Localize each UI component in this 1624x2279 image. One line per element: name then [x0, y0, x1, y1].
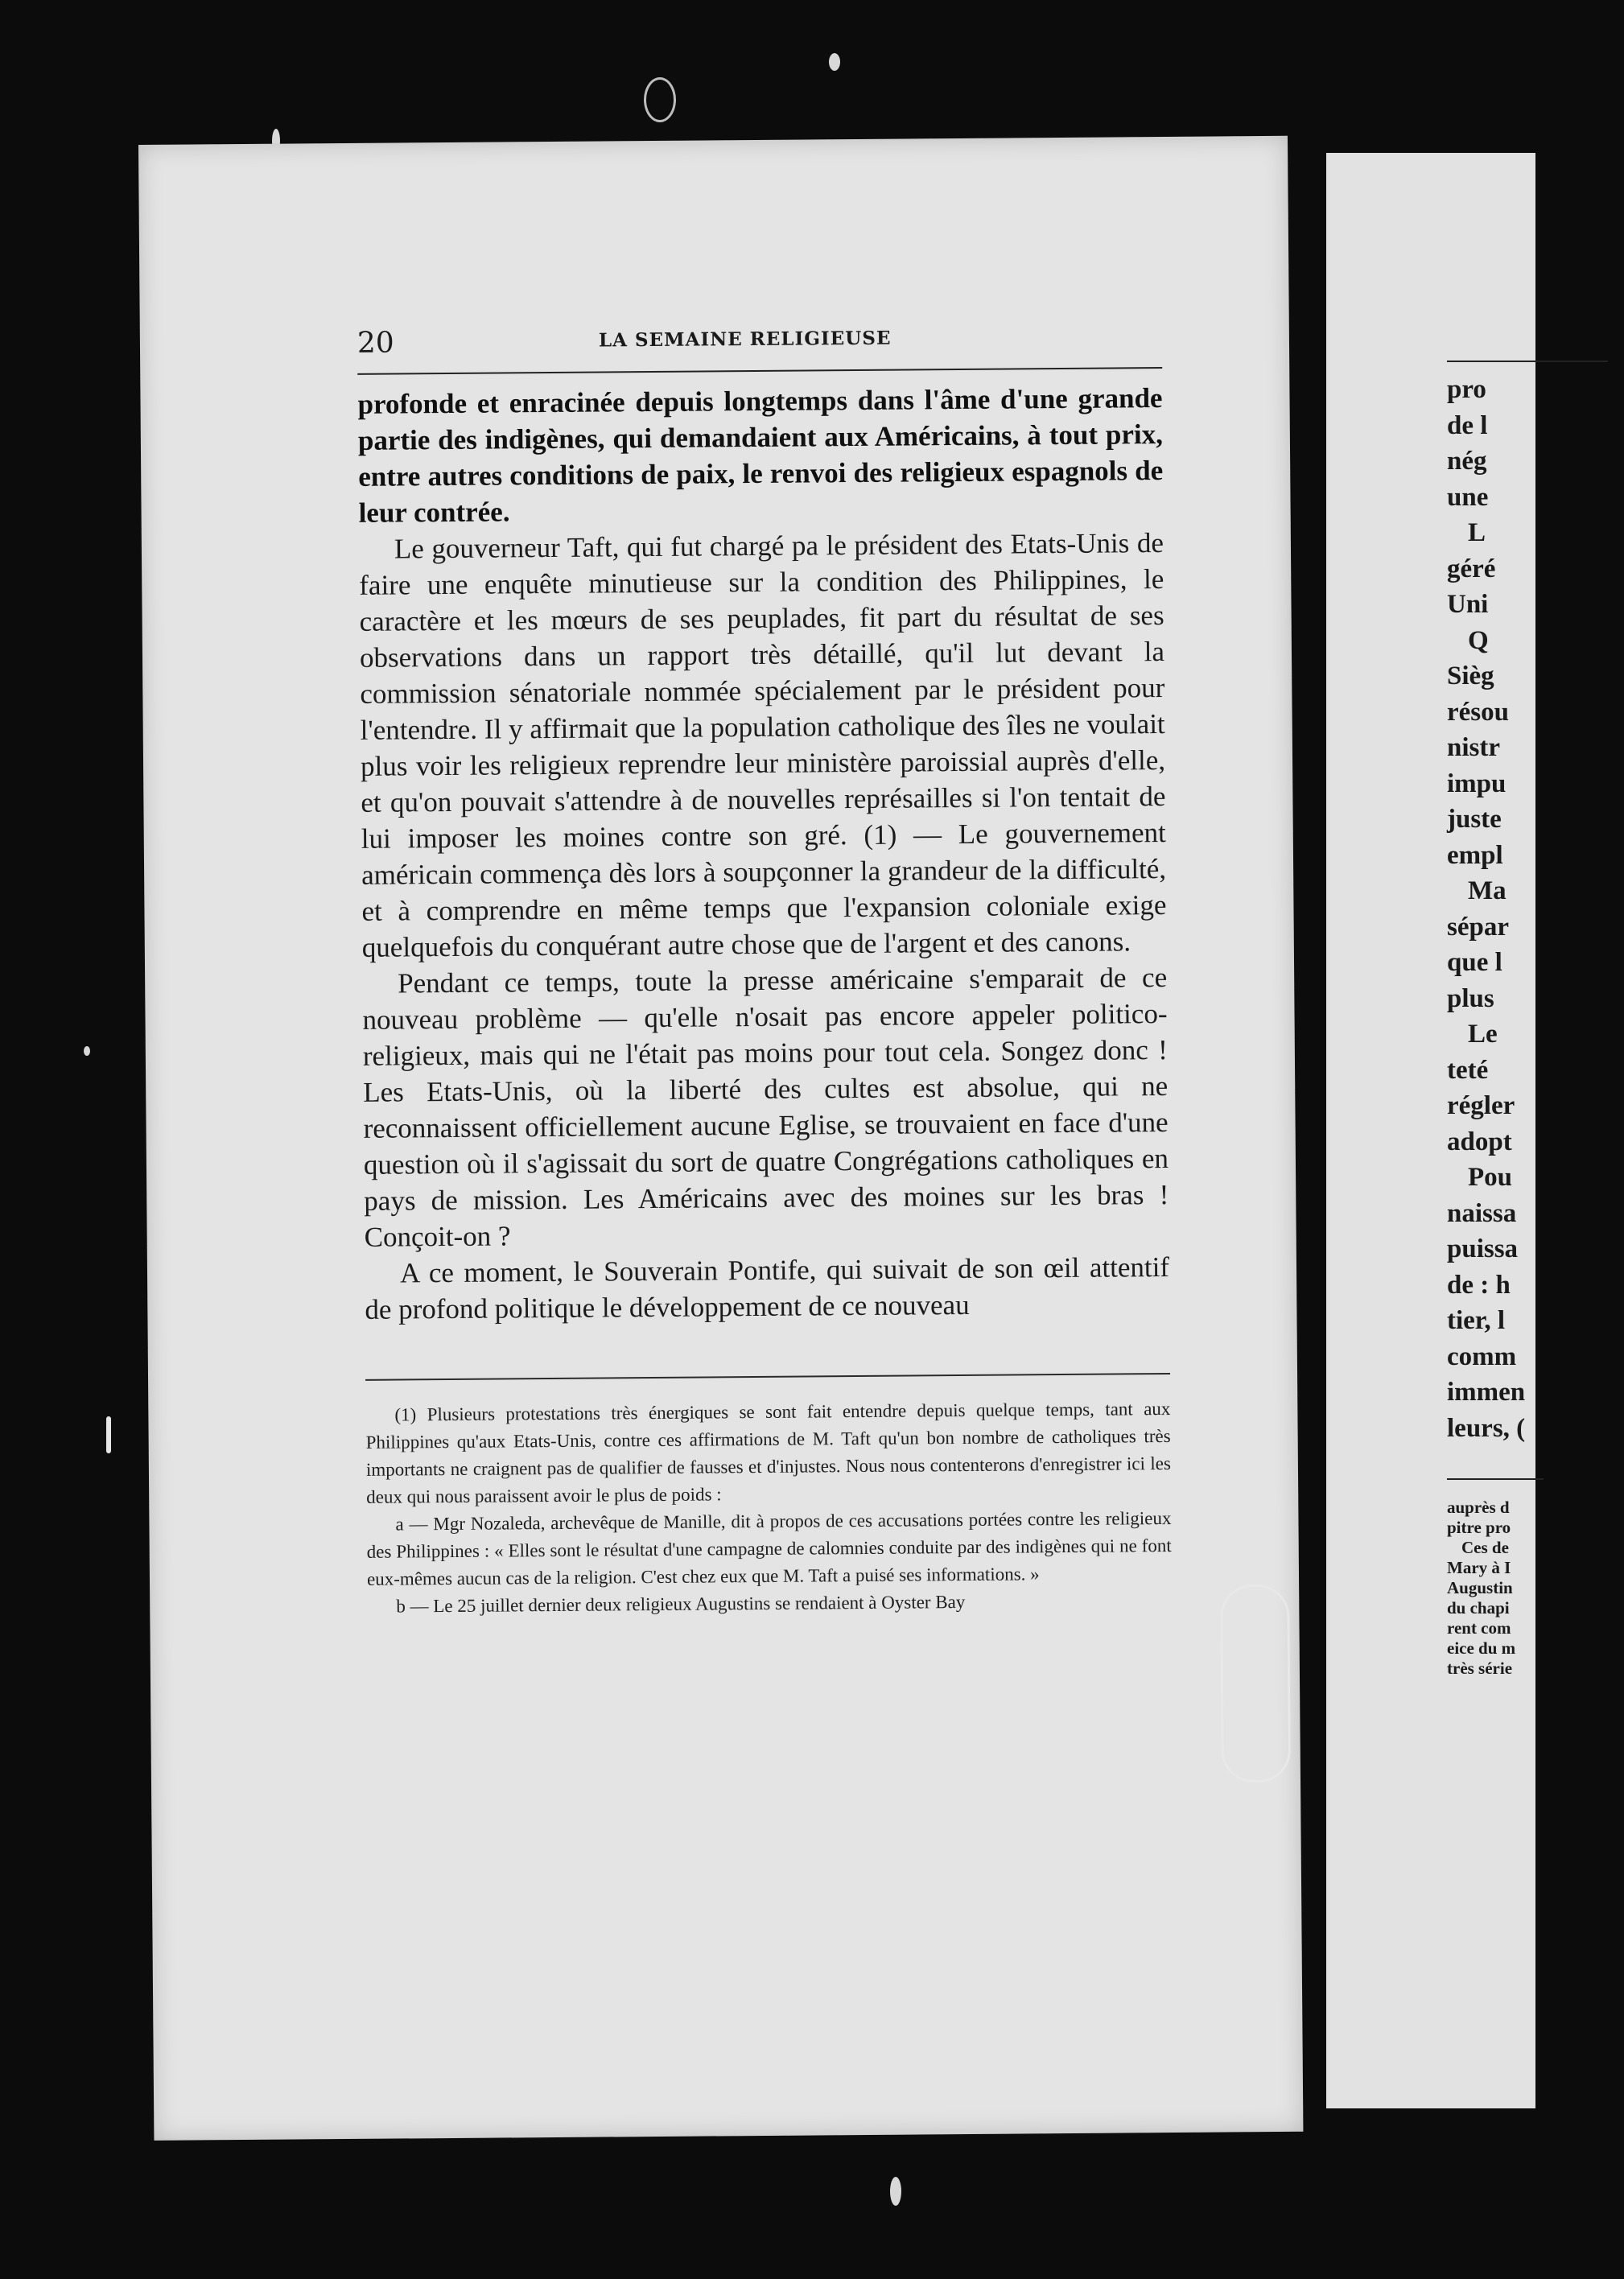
dust-speck	[106, 1416, 111, 1453]
footnotes	[365, 1395, 1172, 1621]
facing-line: tier, l	[1447, 1306, 1506, 1335]
facing-footnote-line: Ces de	[1461, 1538, 1509, 1557]
page-content	[357, 320, 1173, 1621]
facing-footnote-line: Mary à I	[1447, 1558, 1511, 1577]
body-text	[357, 380, 1169, 1328]
facing-line: adopt	[1447, 1127, 1512, 1156]
facing-page	[1326, 153, 1535, 2108]
paragraph: Le gouverneur Taft, qui fut chargé pa le président des Etats-Unis de faire une enquête minutieuse sur la condition des Philippines, le caractère et les mœurs de ses peuplades, fit part du résultat de ses observations dans un rapport très détaillé, qu'il lut devant la commission sénatoriale nommée spécialement par le président pour l'entendre. Il y affirmait que la population catholique des îles ne voulait plus voir les religieux reprendre leur ministère paroissial auprès d'elle, et qu'on pouvait s'attendre à de nouvelles représailles si l'on tentait de lui imposer les moines contre son gré. (1) — Le gouvernement américain commença dès lors à soupçonner la grandeur de la difficulté, et à comprendre en même temps que l'expansion coloniale exige quelquefois du conquérant autre chose que de l'argent et des canons.	[359, 527, 1167, 963]
dust-speck	[890, 2177, 901, 2206]
facing-line: plus	[1447, 983, 1494, 1013]
footnote: b — Le 25 juillet dernier deux religieux Augustins se rendaient à Oyster Bay	[396, 1591, 966, 1617]
facing-line: nég	[1447, 447, 1487, 476]
paragraph: A ce moment, le Souverain Pontife, qui suivait de son œil attentif de profond politique le développement de ce nouveau	[365, 1251, 1170, 1325]
facing-line: naissa	[1447, 1198, 1517, 1228]
facing-line: Ma	[1468, 876, 1507, 905]
facing-line: Pou	[1468, 1163, 1513, 1192]
facing-line: teté	[1447, 1055, 1489, 1085]
running-head	[357, 320, 1162, 367]
dust-speck	[84, 1046, 90, 1056]
facing-line: juste	[1447, 805, 1502, 834]
facing-line: que l	[1447, 948, 1502, 977]
facing-line: géré	[1447, 554, 1496, 583]
book-page	[138, 136, 1303, 2141]
facing-line: nistr	[1447, 733, 1500, 762]
facing-footnote-line: eice du m	[1447, 1638, 1516, 1658]
facing-line: Uni	[1447, 590, 1489, 619]
facing-line: comm	[1447, 1341, 1517, 1371]
facing-line: immen	[1447, 1378, 1526, 1407]
running-title: LA SEMAINE RELIGIEUSE	[598, 327, 892, 352]
facing-line: Le	[1468, 1020, 1498, 1049]
footnote: (1) Plusieurs protestations très énergiques se sont fait entendre depuis quelque temps, tant aux Philippines qu'aux Etats-Unis, contre ces affirmations de M. Taft qu'un bon nombre de catholiques très importants ne craignent pas de qualifier de fausses et d'injustes. Nous nous contenterons d'enregistrer ici les deux qui nous paraissent avoir le plus de poids :	[365, 1398, 1172, 1507]
facing-footnote-line: pitre pro	[1447, 1518, 1511, 1537]
header-rule	[357, 367, 1162, 375]
footnote-rule	[365, 1373, 1170, 1381]
facing-line: impu	[1447, 769, 1507, 798]
facing-line: empl	[1447, 840, 1503, 870]
facing-line: Q	[1468, 625, 1489, 655]
facing-line: sépar	[1447, 912, 1509, 942]
facing-footnote-line: auprès d	[1447, 1498, 1510, 1517]
facing-line: régler	[1447, 1091, 1515, 1120]
facing-line: résou	[1447, 697, 1509, 727]
dust-scratch	[644, 77, 676, 122]
facing-page-text	[1447, 361, 1624, 1679]
paragraph: profonde et enracinée depuis longtemps dans l'âme d'une grande partie des indigènes, qui demandaient aux Américains, à tout prix, entre autres conditions de paix, le renvoi des religieux espagnols de leur contrée.	[357, 382, 1164, 529]
facing-line: L	[1468, 518, 1486, 547]
facing-footnote-line: très série	[1447, 1659, 1513, 1678]
facing-line: une	[1447, 482, 1489, 512]
facing-line: leurs, (	[1447, 1413, 1526, 1443]
film-scratch	[1220, 1585, 1291, 1783]
paragraph: Pendant ce temps, toute la presse américaine s'emparait de ce nouveau problème — qu'elle n'osait pas encore appeler politico-religieux, mais qui ne l'était pas moins pour tout cela. Songez donc ! Les Etats-Unis, où la liberté des cultes est absolue, qui ne reconnaissent officiellement aucune Eglise, se trouvaient en face d'une question où il s'agissait du sort de quatre Congrégations catholiques en pays de mission. Les Américains avec des moines sur les bras ! Conçoit-on ?	[362, 961, 1169, 1253]
dust-speck	[829, 53, 840, 71]
facing-line: Sièg	[1447, 661, 1494, 690]
facing-footnote-line: rent com	[1447, 1618, 1511, 1638]
facing-line: pro	[1447, 375, 1486, 404]
facing-footnote-line: du chapi	[1447, 1598, 1510, 1618]
facing-footnote-rule	[1447, 1478, 1544, 1480]
footnote: a — Mgr Nozaleda, archevêque de Manille, dit à propos de ces accusations portées contre les religieux des Philippines : « Elles sont le résultat d'une campagne de calomnies conduite par des indigènes qui ne font eux-mêmes aucun cas de la religion. C'est chez eux que M. Taft a puisé ses informations. »	[366, 1507, 1172, 1589]
facing-header-rule	[1447, 361, 1608, 362]
facing-line: de l	[1447, 410, 1488, 440]
facing-line: de : h	[1447, 1270, 1511, 1300]
page-number: 20	[357, 326, 394, 360]
facing-line: puissa	[1447, 1234, 1519, 1263]
facing-footnote-line: Augustin	[1447, 1578, 1513, 1597]
